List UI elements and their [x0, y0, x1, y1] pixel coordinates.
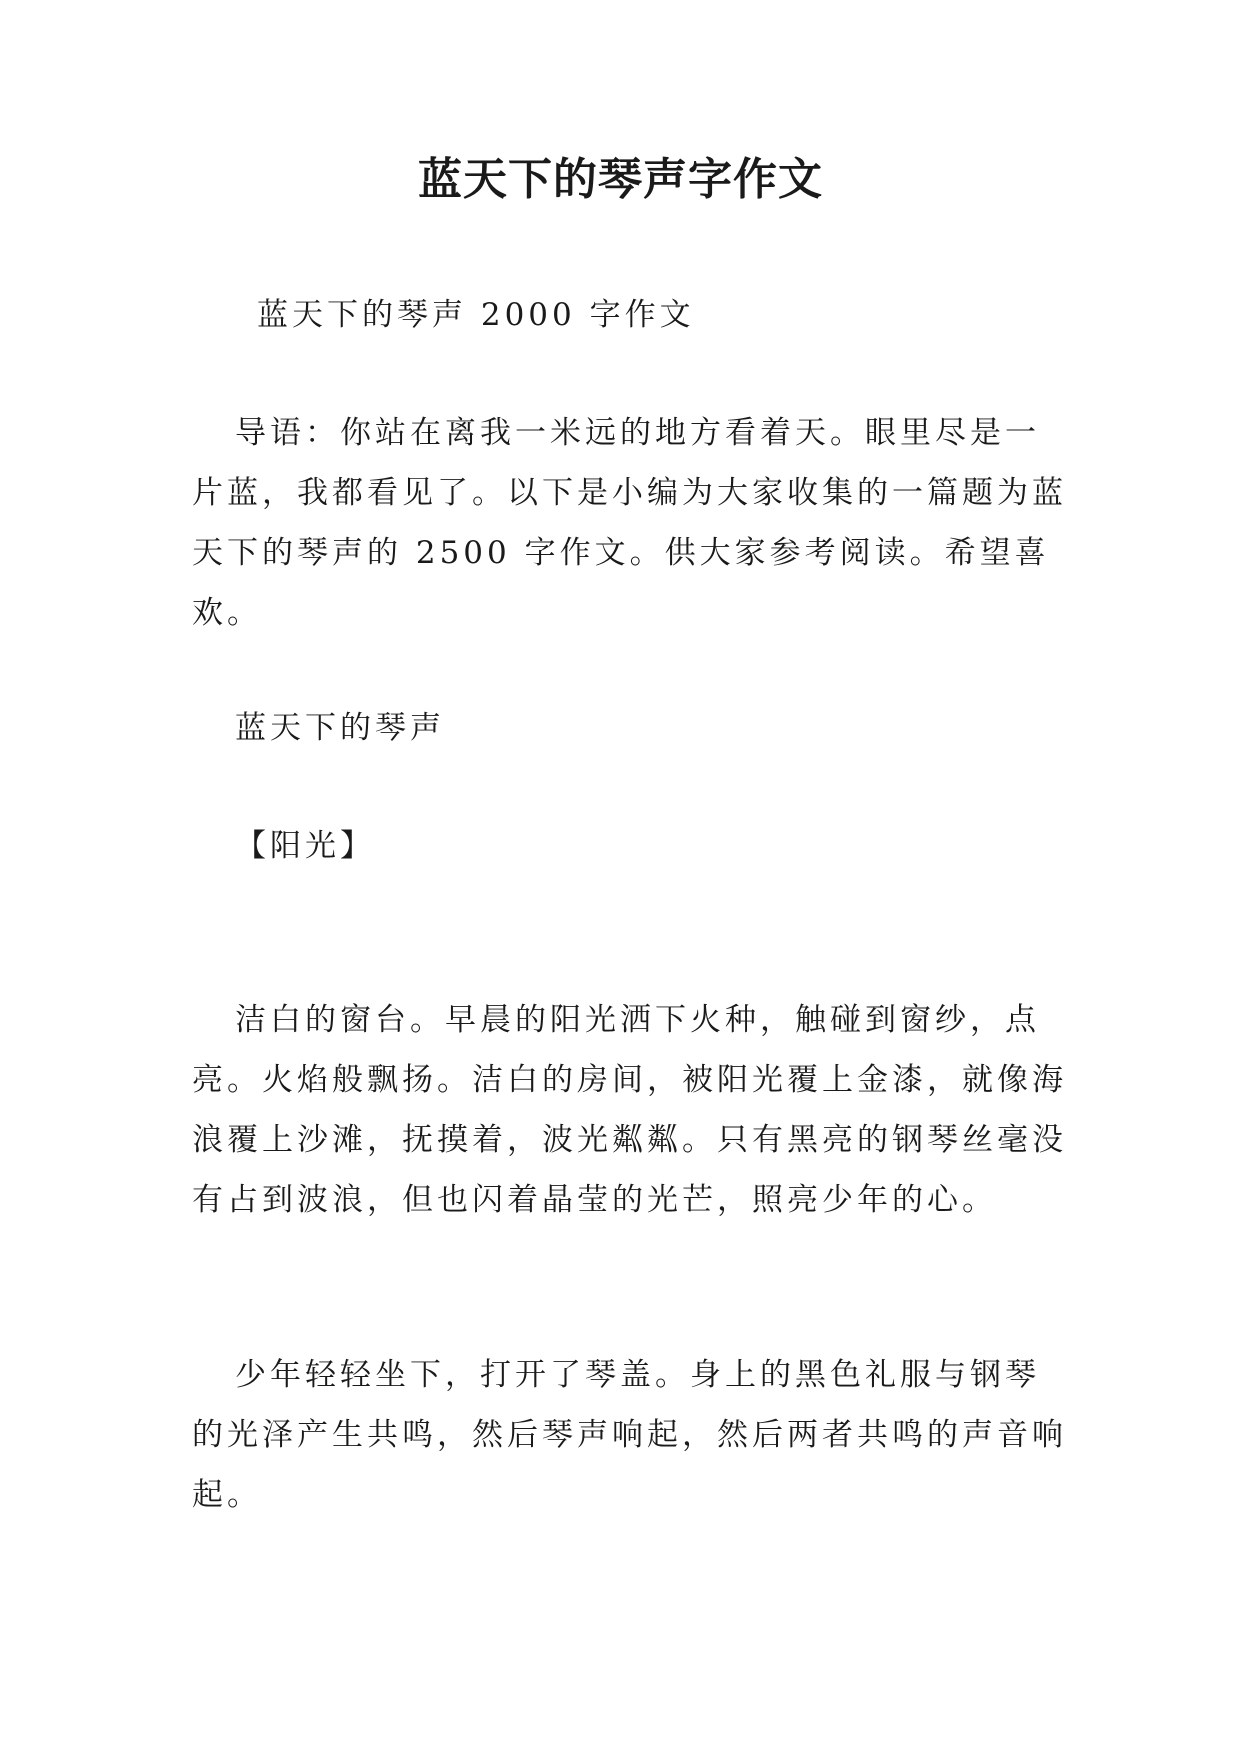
- intro-paragraph: 导语：你站在离我一米远的地方看着天。眼里尽是一片蓝，我都看见了。以下是小编为大家收集的一篇题为蓝天下的琴声的 2500 字作文。供大家参考阅读。希望喜欢。: [192, 415, 1067, 631]
- document-title: 蓝天下的琴声字作文: [418, 154, 823, 205]
- section-heading: 【阳光】: [235, 828, 375, 864]
- document-subtitle: 蓝天下的琴声 2000 字作文: [257, 297, 695, 333]
- essay-heading: 蓝天下的琴声: [235, 710, 445, 746]
- body-paragraph: 少年轻轻坐下，打开了琴盖。身上的黑色礼服与钢琴的光泽产生共鸣，然后琴声响起，然后两者共鸣的声音响起。: [192, 1357, 1067, 1513]
- body-paragraph: 洁白的窗台。早晨的阳光洒下火种，触碰到窗纱，点亮。火焰般飘扬。洁白的房间，被阳光覆上金漆，就像海浪覆上沙滩，抚摸着，波光粼粼。只有黑亮的钢琴丝毫没有占到波浪，但也闪着晶莹的光芒，照亮少年的心。: [192, 1002, 1067, 1218]
